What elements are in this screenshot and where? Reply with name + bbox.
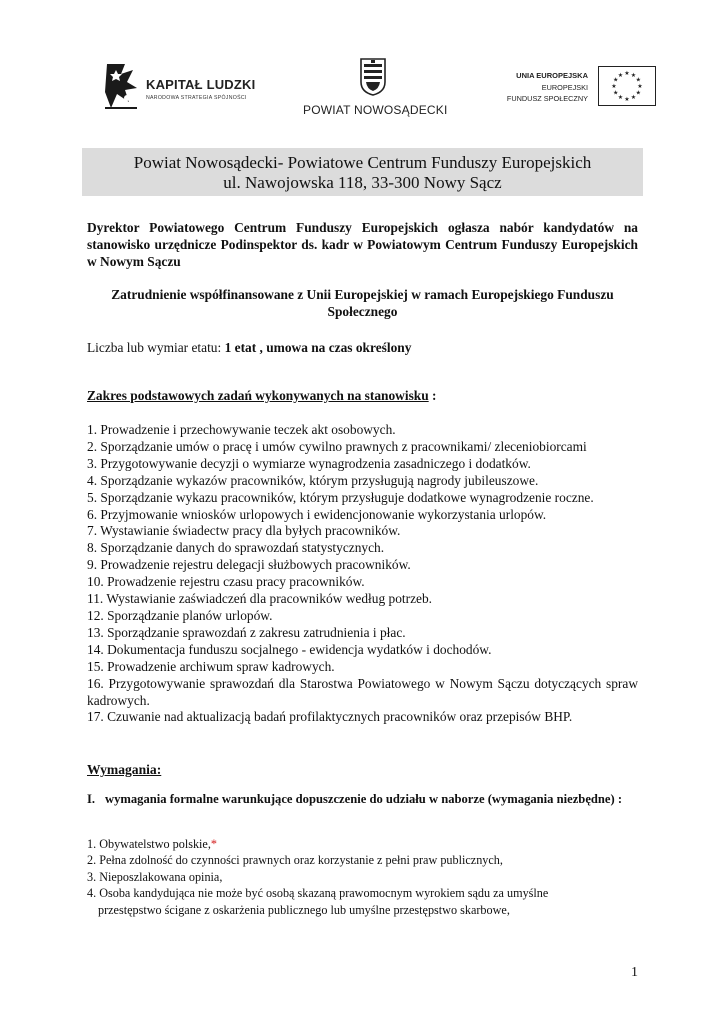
svg-text:★: ★ bbox=[630, 71, 637, 79]
etat-value: 1 etat , umowa na czas określony bbox=[224, 340, 412, 355]
powiat-crest-icon bbox=[360, 58, 386, 96]
svg-text:★: ★ bbox=[635, 89, 641, 97]
task-item: 8. Sporządzanie danych do sprawozdań statystycznych. bbox=[87, 540, 385, 556]
task-item: 6. Przyjmowanie wniosków urlopowych i ewidencjonowanie wykorzystania urlopów. bbox=[87, 506, 547, 522]
requirement-item: 4. Osoba kandydująca nie może być osobą skazaną prawomocnym wyrokiem sądu za umyślne bbox=[87, 886, 549, 901]
svg-text:★: ★ bbox=[611, 83, 617, 90]
task-item: 17. Czuwanie nad aktualizacją badań profilaktycznych pracowników oraz przepisów BHP. bbox=[87, 709, 573, 725]
kapital-ludzki-logo bbox=[103, 62, 263, 112]
task-item: 16. Przygotowywanie sprawozdań dla Starostwa Powiatowego w Nowym Sączu dotyczących spraw kadrowych. bbox=[87, 675, 638, 708]
eu-line-2: EUROPEJSKI bbox=[541, 82, 588, 92]
etat-label: Liczba lub wymiar etatu: bbox=[87, 340, 225, 355]
kapital-ludzki-emblem-icon bbox=[103, 62, 139, 112]
task-item: 4. Sporządzanie wykazów pracowników, którym przysługują nagrody jubileuszowe. bbox=[87, 472, 539, 488]
formal-requirements-list bbox=[87, 836, 647, 918]
scope-heading bbox=[87, 388, 638, 405]
title-address: ul. Nawojowska 118, 33-300 Nowy Sącz bbox=[223, 173, 502, 192]
task-item: 12. Sporządzanie planów urlopów. bbox=[87, 607, 273, 623]
svg-text:★: ★ bbox=[635, 76, 641, 84]
scope-heading-suffix: : bbox=[428, 388, 437, 403]
eu-logo bbox=[496, 66, 658, 110]
kapital-ludzki-subtitle: NARODOWA STRATEGIA SPÓJNOŚCI bbox=[146, 95, 247, 101]
scope-heading-text: Zakres podstawowych zadań wykonywanych na stanowisku bbox=[87, 388, 429, 403]
requirement-item bbox=[87, 836, 647, 852]
title-organization: Powiat Nowosądecki- Powiatowe Centrum Funduszy Europejskich bbox=[133, 153, 592, 172]
requirement-item: 3. Nieposzlakowana opinia, bbox=[87, 869, 223, 884]
task-item: 3. Przygotowywanie decyzji o wymiarze wynagrodzenia zasadniczego i dodatków. bbox=[87, 455, 531, 471]
task-item: 2. Sporządzanie umów o pracę i umów cywilno prawnych z pracownikami/ zleceniobiorcami bbox=[87, 438, 587, 454]
title-box bbox=[82, 148, 643, 196]
task-item: 13. Sporządzanie sprawozdań z zakresu zatrudnienia i płac. bbox=[87, 624, 406, 640]
announcement-lead: Dyrektor Powiatowego Centrum Funduszy Europejskich ogłasza nabór kandydatów na stanowisko urzędnicze Podinspektor ds. kadr w Powiatowym Centrum Funduszy Europejskich w Nowym Sączu bbox=[87, 220, 638, 269]
eu-flag-icon bbox=[598, 66, 656, 106]
required-mark: * bbox=[210, 837, 217, 851]
eu-line-3: FUNDUSZ SPOŁECZNY bbox=[506, 94, 588, 103]
requirement-item: 2. Pełna zdolność do czynności prawnych oraz korzystanie z pełni praw publicznych, bbox=[87, 853, 503, 868]
task-item: 1. Prowadzenie i przechowywanie teczek akt osobowych. bbox=[87, 422, 396, 437]
requirements-heading: Wymagania: bbox=[87, 762, 162, 777]
task-item: 11. Wystawianie zaświadczeń dla pracowników według potrzeb. bbox=[87, 591, 432, 607]
powiat-name: POWIAT NOWOSĄDECKI bbox=[303, 103, 448, 117]
formal-numeral: I. bbox=[87, 792, 96, 806]
page-number: 1 bbox=[631, 965, 638, 980]
svg-text:★: ★ bbox=[637, 83, 643, 90]
kapital-ludzki-title: KAPITAŁ LUDZKI bbox=[146, 77, 256, 92]
formal-requirements-heading bbox=[87, 791, 627, 807]
svg-text:★: ★ bbox=[613, 76, 619, 84]
svg-text:★: ★ bbox=[624, 96, 630, 103]
requirement-text: 1. Obywatelstwo polskie, bbox=[87, 837, 211, 851]
svg-text:★: ★ bbox=[617, 94, 624, 102]
task-list bbox=[87, 422, 638, 726]
task-item: 10. Prowadzenie rejestru czasu pracy pracowników. bbox=[87, 574, 365, 590]
task-item: 15. Prowadzenie archiwum spraw kadrowych. bbox=[87, 658, 335, 674]
eu-text bbox=[507, 70, 588, 105]
task-item: 14. Dokumentacja funduszu socjalnego - ewidencja wydatków i dochodów. bbox=[87, 641, 492, 657]
cofinancing-note: Zatrudnienie współfinansowane z Unii Europejskiej w ramach Europejskiego Funduszu Społecznego bbox=[111, 287, 614, 319]
task-item: 5. Sporządzanie wykazu pracowników, którym przysługuje dodatkowe wynagrodzenie roczne. bbox=[87, 489, 594, 505]
eu-line-1: UNIA EUROPEJSKA bbox=[516, 71, 588, 80]
requirement-item-continuation: przestępstwo ścigane z oskarżenia publicznego lub umyślne przestępstwo skarbowe, bbox=[98, 902, 510, 917]
svg-text:★: ★ bbox=[630, 94, 637, 102]
task-item: 9. Prowadzenie rejestru delegacji służbowych pracowników. bbox=[87, 557, 411, 573]
svg-text:★: ★ bbox=[617, 71, 624, 79]
task-item: 7. Wystawianie świadectw pracy dla byłych pracowników. bbox=[87, 523, 401, 539]
powiat-logo bbox=[303, 58, 448, 120]
svg-text:★: ★ bbox=[624, 70, 630, 77]
formal-heading-text: wymagania formalne warunkujące dopuszczenie do udziału w naborze (wymagania niezbędne) : bbox=[105, 792, 623, 806]
svg-text:★: ★ bbox=[613, 89, 619, 97]
etat-info bbox=[87, 340, 638, 357]
